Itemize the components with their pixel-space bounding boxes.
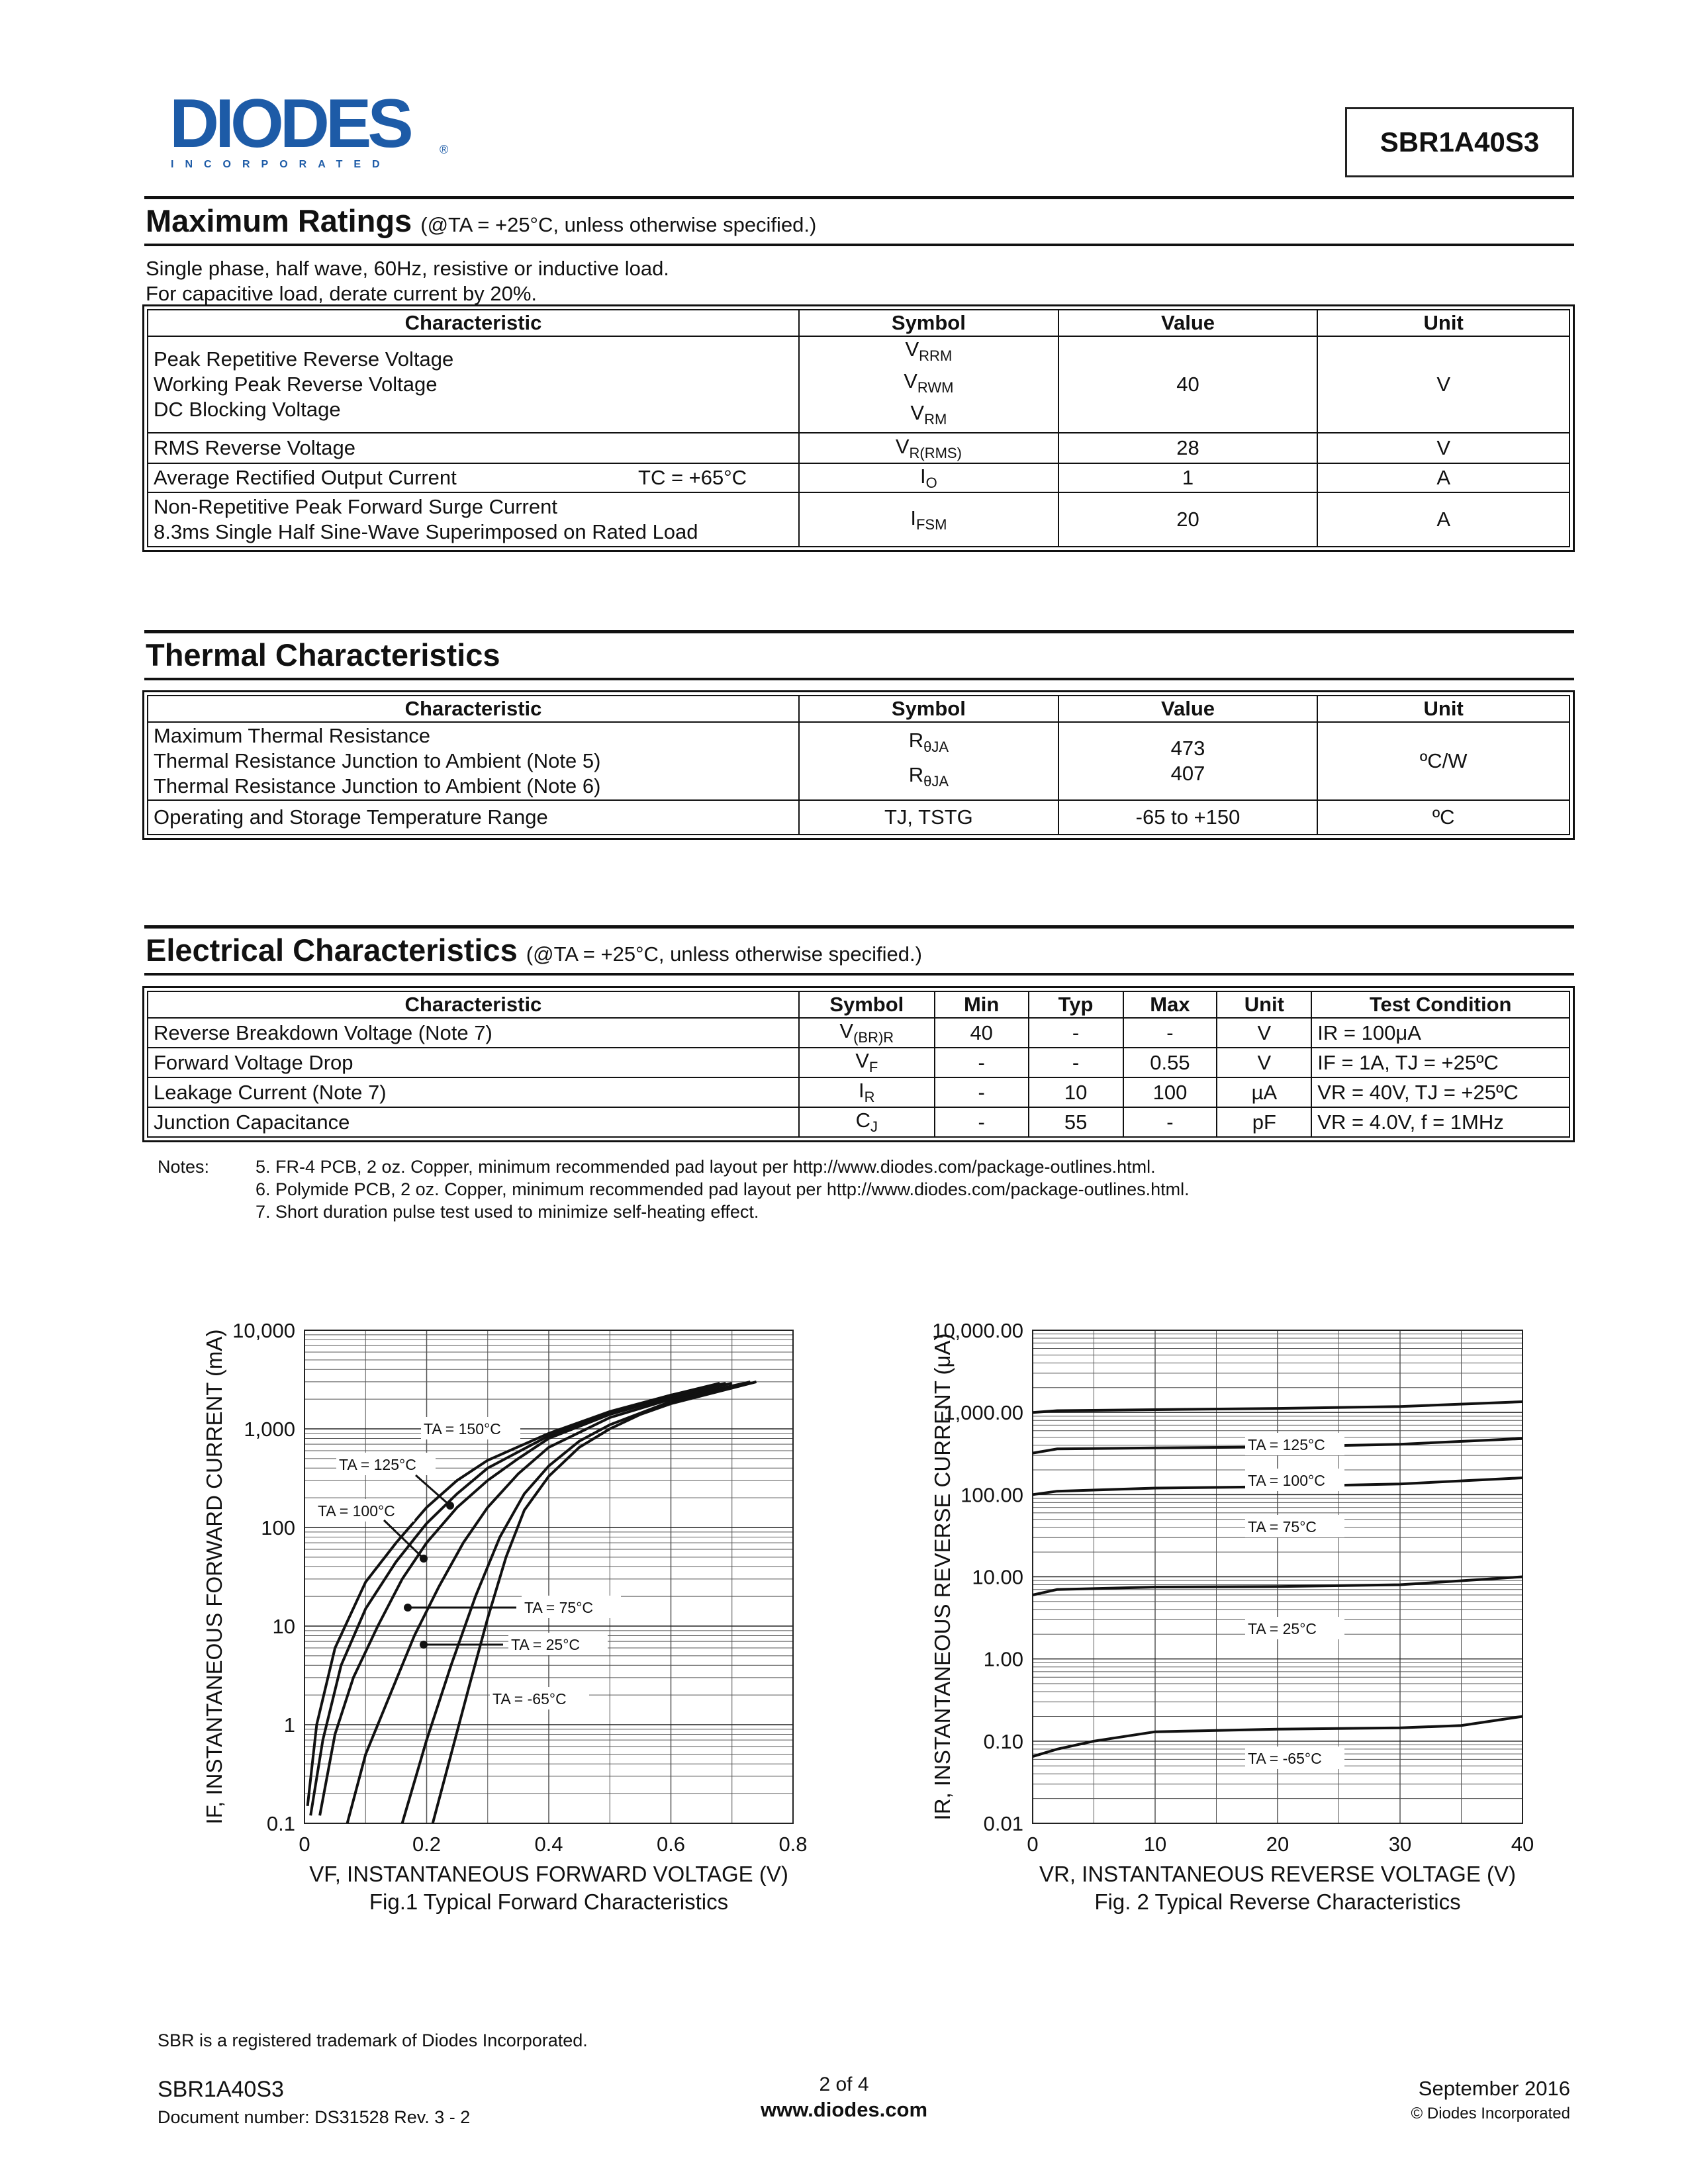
- table-row: [148, 336, 1570, 433]
- y-tick-label: 1,000.00: [943, 1401, 1023, 1425]
- value-cell: 28: [1058, 433, 1318, 463]
- unit-cell: V: [1317, 433, 1570, 463]
- col-header: Characteristic: [148, 696, 799, 722]
- section-rule: [144, 630, 1574, 633]
- x-tick-label: 0: [1027, 1833, 1039, 1856]
- x-tick-label: 0.2: [412, 1833, 442, 1856]
- series-label: TA = 100°C: [1248, 1472, 1325, 1489]
- y-tick-label: 0.1: [266, 1812, 295, 1835]
- x-axis-title: VF, INSTANTANEOUS FORWARD VOLTAGE (V): [309, 1862, 788, 1886]
- symbol-cell: TJ, TSTG: [799, 800, 1058, 835]
- part-number: SBR1A40S3: [1380, 126, 1540, 158]
- col-header: Min: [935, 991, 1029, 1018]
- y-tick-label: 10,000.00: [932, 1319, 1023, 1342]
- table-row: Junction Capacitance $C_J$ - 55 - pF VR = 4.0V, f = 1MHz: [148, 1107, 1570, 1137]
- table-header-row: [148, 310, 1570, 336]
- chart-title: Fig.1 Typical Forward Characteristics: [369, 1889, 729, 1914]
- section-rule: [144, 973, 1574, 976]
- capacitive-note: For capacitive load, derate current by 20%.: [146, 282, 538, 305]
- condition-text: TC = +65°C: [638, 466, 747, 489]
- reverse-characteristics-chart: [887, 1314, 1536, 1923]
- label-arrowhead: [446, 1502, 454, 1510]
- col-header: Max: [1123, 991, 1217, 1018]
- website-link[interactable]: www.diodes.com: [760, 2098, 928, 2121]
- symbol-cell: $R_{\theta JA}$ $R_{\theta JA}$: [799, 722, 1058, 800]
- value-cell: 473 407: [1058, 722, 1318, 800]
- x-tick-label: 0.6: [656, 1833, 686, 1856]
- col-header: Value: [1058, 696, 1318, 722]
- y-tick-label: 1.00: [983, 1647, 1023, 1671]
- x-tick-label: 10: [1143, 1833, 1167, 1856]
- y-axis-title: IF, INSTANTANEOUS FORWARD CURRENT (mA): [202, 1329, 226, 1825]
- x-tick-label: 20: [1266, 1833, 1289, 1856]
- page-number: 2 of 4: [819, 2073, 869, 2095]
- x-tick-label: 0: [299, 1833, 310, 1856]
- characteristic-cell: Peak Repetitive Reverse Voltage Working Peak Reverse Voltage DC Blocking Voltage: [148, 336, 799, 433]
- footer-part-number: SBR1A40S3: [158, 2077, 284, 2102]
- svg-text:DIODES: DIODES: [169, 91, 410, 162]
- section-rule: [144, 196, 1574, 199]
- section-subtitle: (@TA = +25°C, unless otherwise specified.): [526, 942, 922, 966]
- footer-date: September 2016: [1418, 2077, 1570, 2100]
- thermal-table: [147, 695, 1570, 835]
- load-note: Single phase, half wave, 60Hz, resistive or inductive load.: [146, 257, 669, 280]
- forward-characteristics-chart: [185, 1314, 821, 1923]
- label-arrowhead: [420, 1555, 428, 1563]
- note-item: 5. FR-4 PCB, 2 oz. Copper, minimum recommended pad layout per http://www.diodes.com/package-outlines.html.: [256, 1157, 1156, 1177]
- series-label: TA = 75°C: [524, 1599, 594, 1616]
- section-title-max-ratings: Maximum Ratings (@TA = +25°C, unless otherwise specified.): [146, 203, 817, 238]
- value-cell: 1: [1058, 463, 1318, 492]
- series-label: TA = 125°C: [1248, 1436, 1325, 1453]
- symbol-cell: $V_{RRM}$ $V_{RWM}$ $V_{RM}$: [799, 336, 1058, 433]
- note-item: 7. Short duration pulse test used to minimize self-heating effect.: [256, 1202, 759, 1222]
- y-tick-label: 10.00: [972, 1565, 1023, 1589]
- y-tick-label: 1,000: [244, 1418, 295, 1441]
- value-cell: 20: [1058, 492, 1318, 547]
- col-header: Test Condition: [1311, 991, 1570, 1018]
- max-ratings-table: [147, 309, 1570, 547]
- table-row: Forward Voltage Drop $V_F$ - - 0.55 V IF = 1A, TJ = +25ºC: [148, 1048, 1570, 1077]
- section-title-thermal: Thermal Characteristics: [146, 637, 500, 672]
- characteristic-cell: Maximum Thermal Resistance Thermal Resistance Junction to Ambient (Note 5) Thermal Resistance Junction to Ambient (Note 6): [148, 722, 799, 800]
- electrical-table: [147, 991, 1570, 1138]
- unit-cell: ºC: [1317, 800, 1570, 835]
- col-header: Value: [1058, 310, 1318, 336]
- symbol-cell: $I_O$: [799, 463, 1058, 492]
- table-header-row: [148, 696, 1570, 722]
- col-header: Characteristic: [148, 991, 799, 1018]
- x-tick-label: 30: [1388, 1833, 1412, 1856]
- table-row: [148, 722, 1570, 800]
- x-tick-label: 40: [1511, 1833, 1534, 1856]
- series-label: TA = -65°C: [1248, 1750, 1322, 1767]
- table-row: Reverse Breakdown Voltage (Note 7) $V_{(BR)R}$ 40 - - V IR = 100μA: [148, 1018, 1570, 1048]
- series-label: TA = -65°C: [492, 1690, 567, 1707]
- section-rule: [144, 925, 1574, 929]
- characteristic-cell: Average Rectified Output Current TC = +65°C: [148, 463, 799, 492]
- series-label: TA = 25°C: [1248, 1620, 1317, 1637]
- note-item: 6. Polymide PCB, 2 oz. Copper, minimum recommended pad layout per http://www.diodes.com/package-outlines.html.: [256, 1179, 1190, 1199]
- table-row: [148, 800, 1570, 835]
- table-header-row: [148, 991, 1570, 1018]
- unit-cell: A: [1317, 463, 1570, 492]
- col-header: Symbol: [799, 696, 1058, 722]
- chart-title: Fig. 2 Typical Reverse Characteristics: [1094, 1889, 1461, 1914]
- part-number-box: [1345, 107, 1574, 177]
- series-label: TA = 100°C: [318, 1502, 395, 1520]
- footer-document-number: Document number: DS31528 Rev. 3 - 2: [158, 2107, 471, 2127]
- y-tick-label: 10,000: [232, 1319, 295, 1342]
- label-arrowhead: [420, 1641, 428, 1649]
- trademark-note: SBR is a registered trademark of Diodes Incorporated.: [158, 2030, 588, 2050]
- value-cell: 40: [1058, 336, 1318, 433]
- y-tick-label: 1: [283, 1713, 295, 1737]
- company-logo: [169, 91, 454, 171]
- section-rule: [144, 244, 1574, 246]
- series-label: TA = 150°C: [424, 1420, 501, 1437]
- footer-copyright: © Diodes Incorporated: [1411, 2105, 1570, 2122]
- series-label: TA = 125°C: [339, 1456, 416, 1473]
- section-title-electrical: Electrical Characteristics (@TA = +25°C, unless otherwise specified.): [146, 933, 922, 968]
- y-tick-label: 0.10: [983, 1729, 1023, 1753]
- table-row: [148, 433, 1570, 463]
- unit-cell: A: [1317, 492, 1570, 547]
- x-tick-label: 0.4: [534, 1833, 563, 1856]
- value-cell: -65 to +150: [1058, 800, 1318, 835]
- y-tick-label: 0.01: [983, 1812, 1023, 1835]
- section-rule: [144, 678, 1574, 680]
- section-subtitle: (@TA = +25°C, unless otherwise specified.): [420, 213, 817, 236]
- col-header: Symbol: [799, 310, 1058, 336]
- unit-cell: ºC/W: [1317, 722, 1570, 800]
- y-axis-title: IR, INSTANTANEOUS REVERSE CURRENT (μA): [930, 1333, 955, 1821]
- characteristic-cell: Operating and Storage Temperature Range: [148, 800, 799, 835]
- x-axis-title: VR, INSTANTANEOUS REVERSE VOLTAGE (V): [1039, 1862, 1517, 1886]
- col-header: Typ: [1029, 991, 1123, 1018]
- y-tick-label: 100.00: [961, 1483, 1023, 1507]
- table-row: [148, 492, 1570, 547]
- svg-text:®: ®: [440, 143, 449, 156]
- characteristic-cell: Non-Repetitive Peak Forward Surge Current 8.3ms Single Half Sine-Wave Superimposed on Rated Load: [148, 492, 799, 547]
- col-header: Unit: [1317, 310, 1570, 336]
- table-row: Leakage Current (Note 7) $I_R$ - 10 100 µA VR = 40V, TJ = +25ºC: [148, 1077, 1570, 1107]
- series-label: TA = 25°C: [511, 1636, 581, 1653]
- svg-text:INCORPORATED: INCORPORATED: [171, 159, 391, 170]
- x-tick-label: 0.8: [778, 1833, 808, 1856]
- col-header: Unit: [1317, 696, 1570, 722]
- y-tick-label: 100: [261, 1516, 295, 1539]
- col-header: Characteristic: [148, 310, 799, 336]
- col-header: Symbol: [799, 991, 935, 1018]
- series-label: TA = 75°C: [1248, 1518, 1317, 1535]
- symbol-cell: $I_{FSM}$: [799, 492, 1058, 547]
- col-header: Unit: [1217, 991, 1311, 1018]
- unit-cell: V: [1317, 336, 1570, 433]
- characteristic-cell: RMS Reverse Voltage: [148, 433, 799, 463]
- notes-label: Notes:: [158, 1157, 210, 1177]
- table-row: [148, 463, 1570, 492]
- label-arrowhead: [404, 1604, 412, 1612]
- y-tick-label: 10: [272, 1615, 295, 1638]
- symbol-cell: $V_{R(RMS)}$: [799, 433, 1058, 463]
